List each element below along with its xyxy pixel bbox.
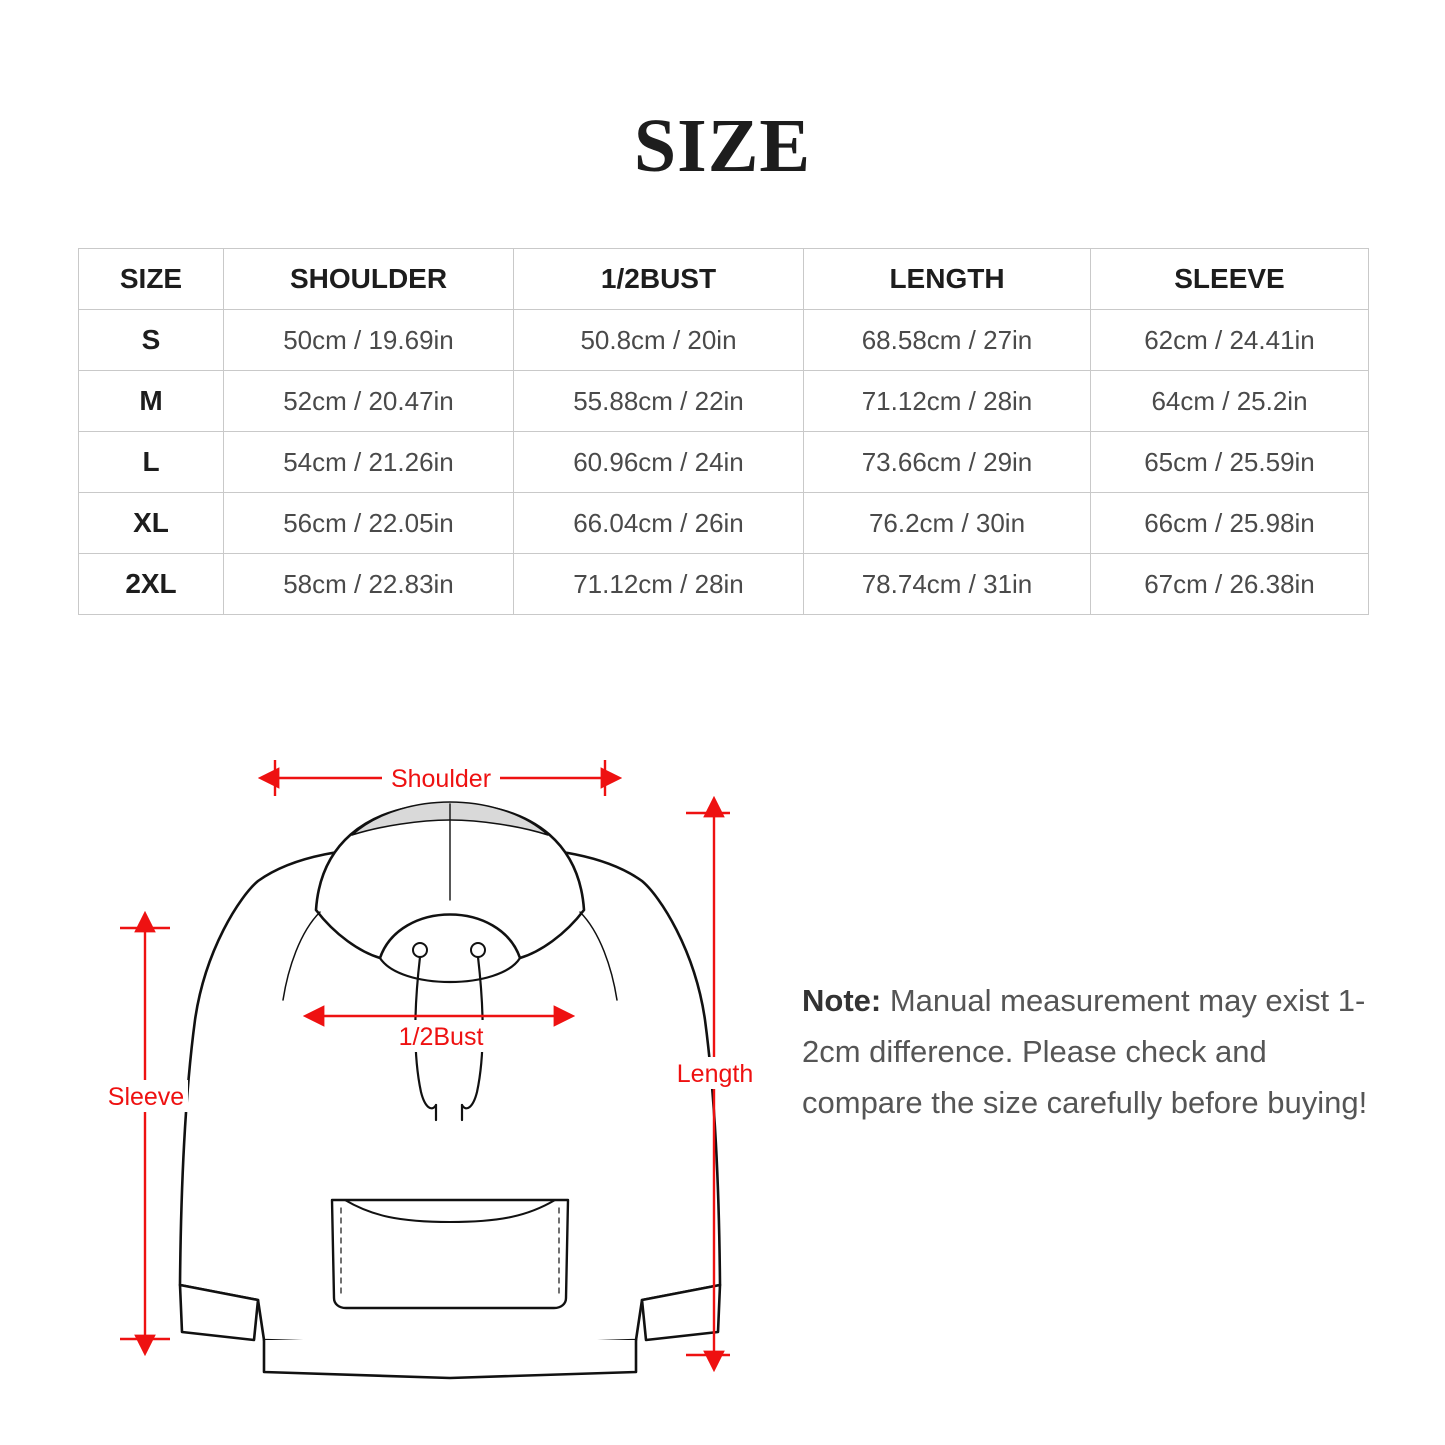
half-bust-label: 1/2Bust — [398, 1023, 484, 1051]
cell-size: M — [79, 371, 224, 432]
page-title: SIZE — [633, 104, 812, 188]
measurement-diagram — [0, 700, 800, 1400]
cell-shoulder: 50cm / 19.69in — [224, 310, 514, 371]
note-text: Manual measurement may exist 1-2cm difference. Please check and compare the size carefully before buying! — [802, 983, 1368, 1121]
cell-halfbust: 50.8cm / 20in — [514, 310, 804, 371]
cell-shoulder: 56cm / 22.05in — [224, 493, 514, 554]
hoodie-illustration — [180, 802, 720, 1378]
table-row — [79, 371, 1369, 432]
cell-halfbust: 60.96cm / 24in — [514, 432, 804, 493]
cell-length: 73.66cm / 29in — [804, 432, 1091, 493]
table-row — [79, 432, 1369, 493]
table-row — [79, 310, 1369, 371]
cell-sleeve: 67cm / 26.38in — [1091, 554, 1369, 615]
cell-size: 2XL — [79, 554, 224, 615]
cell-length: 68.58cm / 27in — [804, 310, 1091, 371]
column-header-halfbust: 1/2BUST — [514, 249, 804, 310]
column-header-shoulder: SHOULDER — [224, 249, 514, 310]
shoulder-dimension — [275, 760, 605, 796]
table-row — [79, 493, 1369, 554]
cell-length: 76.2cm / 30in — [804, 493, 1091, 554]
shoulder-label: Shoulder — [390, 765, 492, 793]
size-chart-table — [78, 248, 1368, 615]
cell-size: XL — [79, 493, 224, 554]
length-label: Length — [676, 1060, 754, 1088]
sleeve-label: Sleeve — [107, 1083, 185, 1111]
cell-shoulder: 54cm / 21.26in — [224, 432, 514, 493]
cell-sleeve: 66cm / 25.98in — [1091, 493, 1369, 554]
cell-sleeve: 64cm / 25.2in — [1091, 371, 1369, 432]
cell-length: 78.74cm / 31in — [804, 554, 1091, 615]
cell-shoulder: 52cm / 20.47in — [224, 371, 514, 432]
sleeve-dimension — [104, 928, 188, 1339]
measurement-note — [802, 975, 1372, 1128]
cell-shoulder: 58cm / 22.83in — [224, 554, 514, 615]
cell-sleeve: 65cm / 25.59in — [1091, 432, 1369, 493]
column-header-size: SIZE — [79, 249, 224, 310]
column-header-length: LENGTH — [804, 249, 1091, 310]
cell-halfbust: 66.04cm / 26in — [514, 493, 804, 554]
table-row — [79, 554, 1369, 615]
column-header-sleeve: SLEEVE — [1091, 249, 1369, 310]
cell-halfbust: 71.12cm / 28in — [514, 554, 804, 615]
cell-length: 71.12cm / 28in — [804, 371, 1091, 432]
cell-halfbust: 55.88cm / 22in — [514, 371, 804, 432]
cell-sleeve: 62cm / 24.41in — [1091, 310, 1369, 371]
cell-size: L — [79, 432, 224, 493]
table-header-row — [79, 249, 1369, 310]
cell-size: S — [79, 310, 224, 371]
note-label: Note: — [802, 983, 882, 1018]
